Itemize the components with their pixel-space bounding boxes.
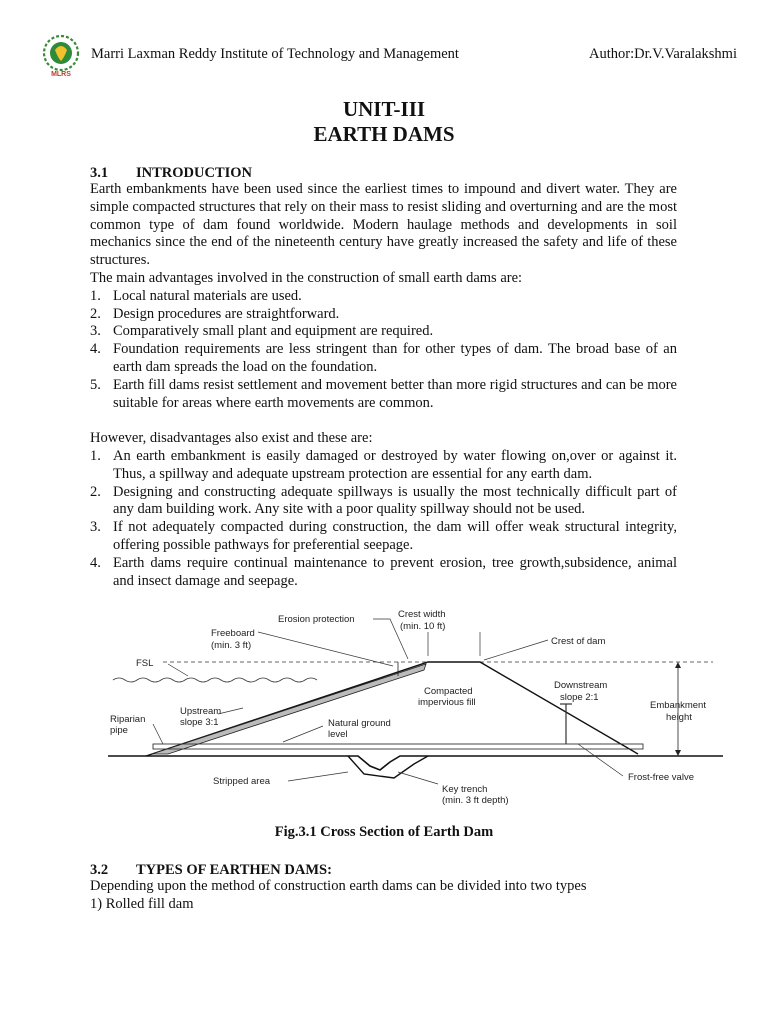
water-waves [113, 678, 317, 682]
list-item: 5. Earth fill dams resist settlement and movement better than more rigid structures and can be more suitable for areas where earth movements are common. [90, 376, 677, 411]
label-stripped-area: Stripped area [213, 776, 271, 787]
list-item: 3. If not adequately compacted during construction, the dam will offer weak structural integrity, offering possible pathways for preferential seepage. [90, 519, 677, 553]
section-title: TYPES OF EARTHEN DAMS: [136, 862, 332, 878]
label-compacted: Compacted [424, 686, 473, 697]
section-heading-introduction [90, 165, 252, 182]
disadvantages-list [90, 448, 677, 590]
label-embankment-height: height [666, 712, 692, 723]
label-erosion-protection: Erosion protection [278, 614, 355, 625]
label-freeboard: Freeboard [211, 628, 255, 639]
earth-dam-cross-section-figure [108, 604, 723, 810]
section-title: INTRODUCTION [136, 165, 253, 181]
disadvantages-lead: However, disadvantages also exist and these are: [90, 430, 373, 447]
list-item: 2. Designing and constructing adequate spillways is usually the most technically difficult part of any dam building work. Any site with a poor quality spillway should not be used. [90, 483, 677, 518]
label-embankment: Embankment [650, 700, 706, 711]
label-riparian: Riparian [110, 714, 146, 725]
label-frost-free-valve: Frost-free valve [628, 772, 694, 783]
list-item: 3. Comparatively small plant and equipment are required. [90, 323, 434, 340]
label-level: level [328, 729, 348, 740]
advantages-lead: The main advantages involved in the construction of small earth dams are: [90, 269, 523, 286]
institution-logo [40, 34, 82, 78]
section-number: 3.1 [90, 165, 109, 181]
types-paragraph: Depending upon the method of construction earth dams can be divided into two types [90, 878, 587, 894]
page-header [40, 34, 740, 78]
label-key-trench-depth: (min. 3 ft depth) [442, 795, 509, 806]
label-crest-width-min: (min. 10 ft) [400, 621, 446, 632]
unit-title: UNIT-III [342, 97, 426, 121]
label-downstream: Downstream [554, 680, 608, 691]
chapter-title: EARTH DAMS [313, 122, 455, 146]
list-item: 1. An earth embankment is easily damaged or destroyed by water flowing on,over or against it. Thus, a spillway and adequate upstream protection are essential for any earth dam. [90, 447, 677, 482]
riparian-pipe [153, 744, 643, 749]
section-heading-types [90, 862, 332, 879]
label-key-trench: Key trench [442, 784, 488, 795]
label-fsl: FSL [136, 658, 154, 669]
key-trench [348, 756, 428, 778]
label-freeboard-min: (min. 3 ft) [211, 640, 252, 651]
list-item: 1. Local natural materials are used. [90, 287, 302, 304]
label-upstream-slope: slope 3:1 [180, 717, 219, 728]
list-item: 2. Design procedures are straightforward. [90, 305, 340, 322]
intro-paragraph: Earth embankments have been used since the earliest times to impound and divert water. They are simple compacted structures that rely on their mass to resist sliding and overturning and are the most common type of dam found worldwide. Modern haulage methods and developments in soil mechanics since the end of the nineteenth century have greatly increased the safety and life of these structures. [90, 181, 677, 269]
label-impervious-fill: impervious fill [418, 697, 476, 708]
types-body [90, 878, 677, 914]
list-item: 4. Earth dams require continual maintenance to prevent erosion, tree growth,subsidence, animal and insect damage and seepage. [90, 554, 677, 589]
label-pipe: pipe [110, 725, 128, 736]
institution-name: Marri Laxman Reddy Institute of Technology and Management [91, 46, 459, 62]
label-upstream: Upstream [180, 706, 222, 717]
section-number: 3.2 [90, 862, 109, 878]
advantages-list [90, 288, 677, 413]
list-item: 4. Foundation requirements are less stringent than for other types of dam. The broad base of an earth dam spreads the load on the foundation. [90, 341, 677, 375]
label-crest-of-dam: Crest of dam [551, 636, 606, 647]
types-item-1: 1) Rolled fill dam [90, 895, 194, 912]
label-natural-ground: Natural ground [328, 718, 391, 729]
label-downstream-slope: slope 2:1 [560, 692, 599, 703]
introduction-body [90, 181, 677, 590]
logo-text: MLRS [51, 71, 71, 78]
label-crest-width: Crest width [398, 609, 446, 620]
author-name: Author:Dr.V.Varalakshmi [589, 46, 737, 62]
figure-caption: Fig.3.1 Cross Section of Earth Dam [274, 824, 494, 840]
